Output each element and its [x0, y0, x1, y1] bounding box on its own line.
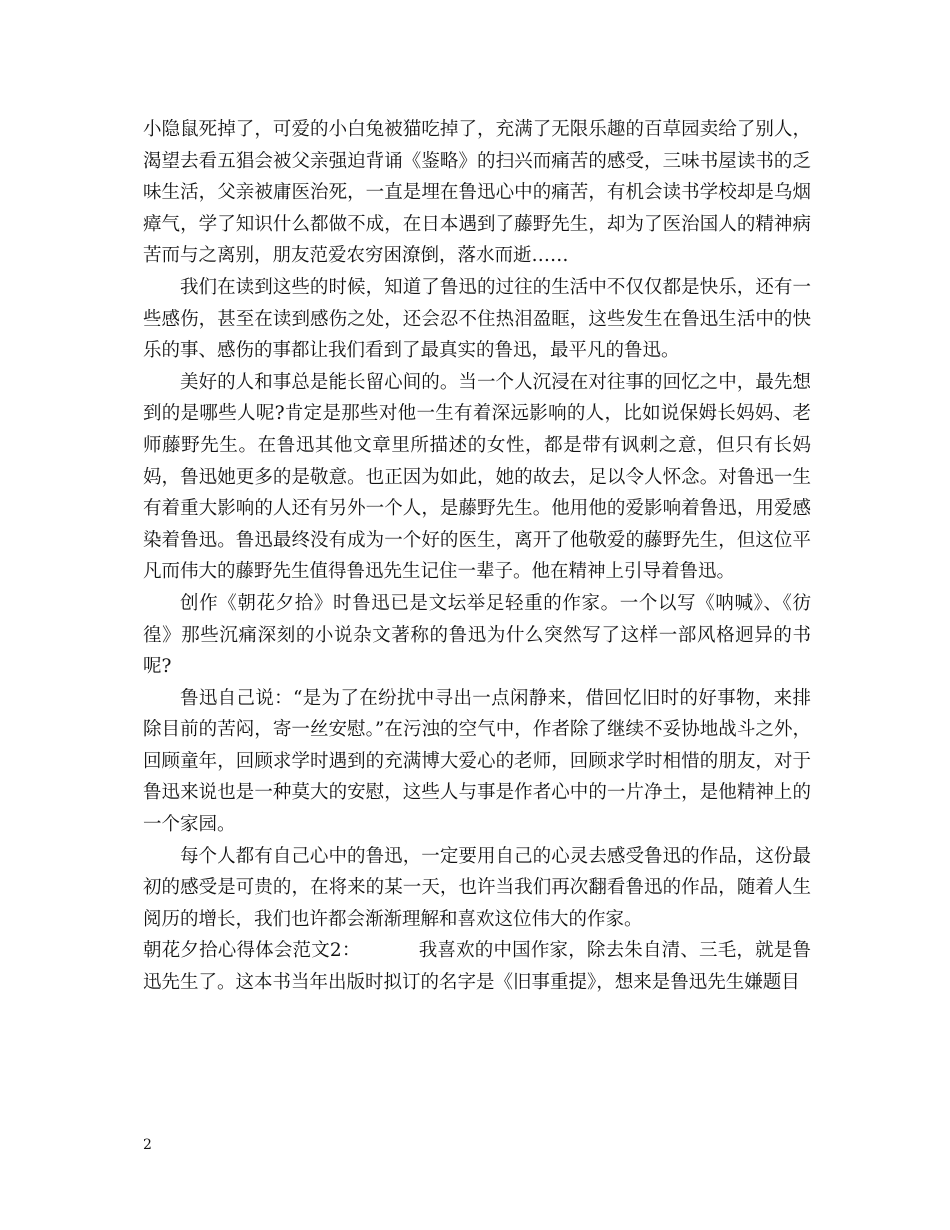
page-number: 2 [143, 1137, 152, 1153]
paragraph-2: 我们在读到这些的时候，知道了鲁迅的过往的生活中不仅仅都是快乐，还有一些感伤，甚至在读到感伤之处，还会忍不住热泪盈眶，这些发生在鲁迅生活中的快乐的事、感伤的事都让我们看到了最真实的鲁迅，最平凡的鲁迅。 [143, 276, 811, 362]
sample-essay-paragraph [143, 935, 811, 998]
paragraph-5: 鲁迅自己说：“是为了在纷扰中寻出一点闲静来，借回忆旧时的好事物，来排除目前的苦闷，寄一丝安慰。”在污浊的空气中，作者除了继续不妥协地战斗之外，回顾童年，回顾求学时遇到的充满博大爱心的老师，回顾求学时相惜的朋友，对于鲁迅来说也是一种莫大的安慰，这些人与事是作者心中的一片净土，是他精神上的一个家园。 [143, 687, 811, 836]
paragraph-1: 小隐鼠死掉了，可爱的小白兔被猫吃掉了，充满了无限乐趣的百草园卖给了别人，渴望去看五猖会被父亲强迫背诵《鉴略》的扫兴而痛苦的感受，三味书屋读书的乏味生活，父亲被庸医治死，一直是埋在鲁迅心中的痛苦，有机会读书学校却是乌烟瘴气，学了知识什么都做不成，在日本遇到了藤野先生，却为了医治国人的精神病苦而与之离别，朋友范爱农穷困潦倒，落水而逝…… [143, 119, 811, 267]
document-body [143, 114, 811, 999]
sample-essay-heading: 朝花夕拾心得体会范文2： [143, 940, 361, 962]
sample-essay-text: 我喜欢的中国作家，除去朱自清、三毛，就是鲁迅先生了。这本书当年出版时拟订的名字是《旧事重提》，想来是鲁迅先生嫌题目 [143, 940, 811, 994]
paragraph-4: 创作《朝花夕拾》时鲁迅已是文坛举足轻重的作家。一个以写《呐喊》、《彷徨》那些沉痛深刻的小说杂文著称的鲁迅为什么突然写了这样一部风格迥异的书呢? [143, 592, 811, 678]
paragraph-6: 每个人都有自己心中的鲁迅，一定要用自己的心灵去感受鲁迅的作品，这份最初的感受是可贵的，在将来的某一天，也许当我们再次翻看鲁迅的作品，随着人生阅历的增长，我们也许都会渐渐理解和喜欢这位伟大的作家。 [143, 845, 811, 930]
paragraph-3: 美好的人和事总是能长留心间的。当一个人沉浸在对往事的回忆之中，最先想到的是哪些人呢?肯定是那些对他一生有着深远影响的人，比如说保姆长妈妈、老师藤野先生。在鲁迅其他文章里所描述的女性，都是带有讽刺之意，但只有长妈妈，鲁迅她更多的是敬意。也正因为如此，她的故去，足以令人怀念。对鲁迅一生有着重大影响的人还有另外一个人，是藤野先生。他用他的爱影响着鲁迅，用爱感染着鲁迅。鲁迅最终没有成为一个好的医生，离开了他敬爱的藤野先生，但这位平凡而伟大的藤野先生值得鲁迅先生记住一辈子。他在精神上引导着鲁迅。 [143, 371, 811, 583]
